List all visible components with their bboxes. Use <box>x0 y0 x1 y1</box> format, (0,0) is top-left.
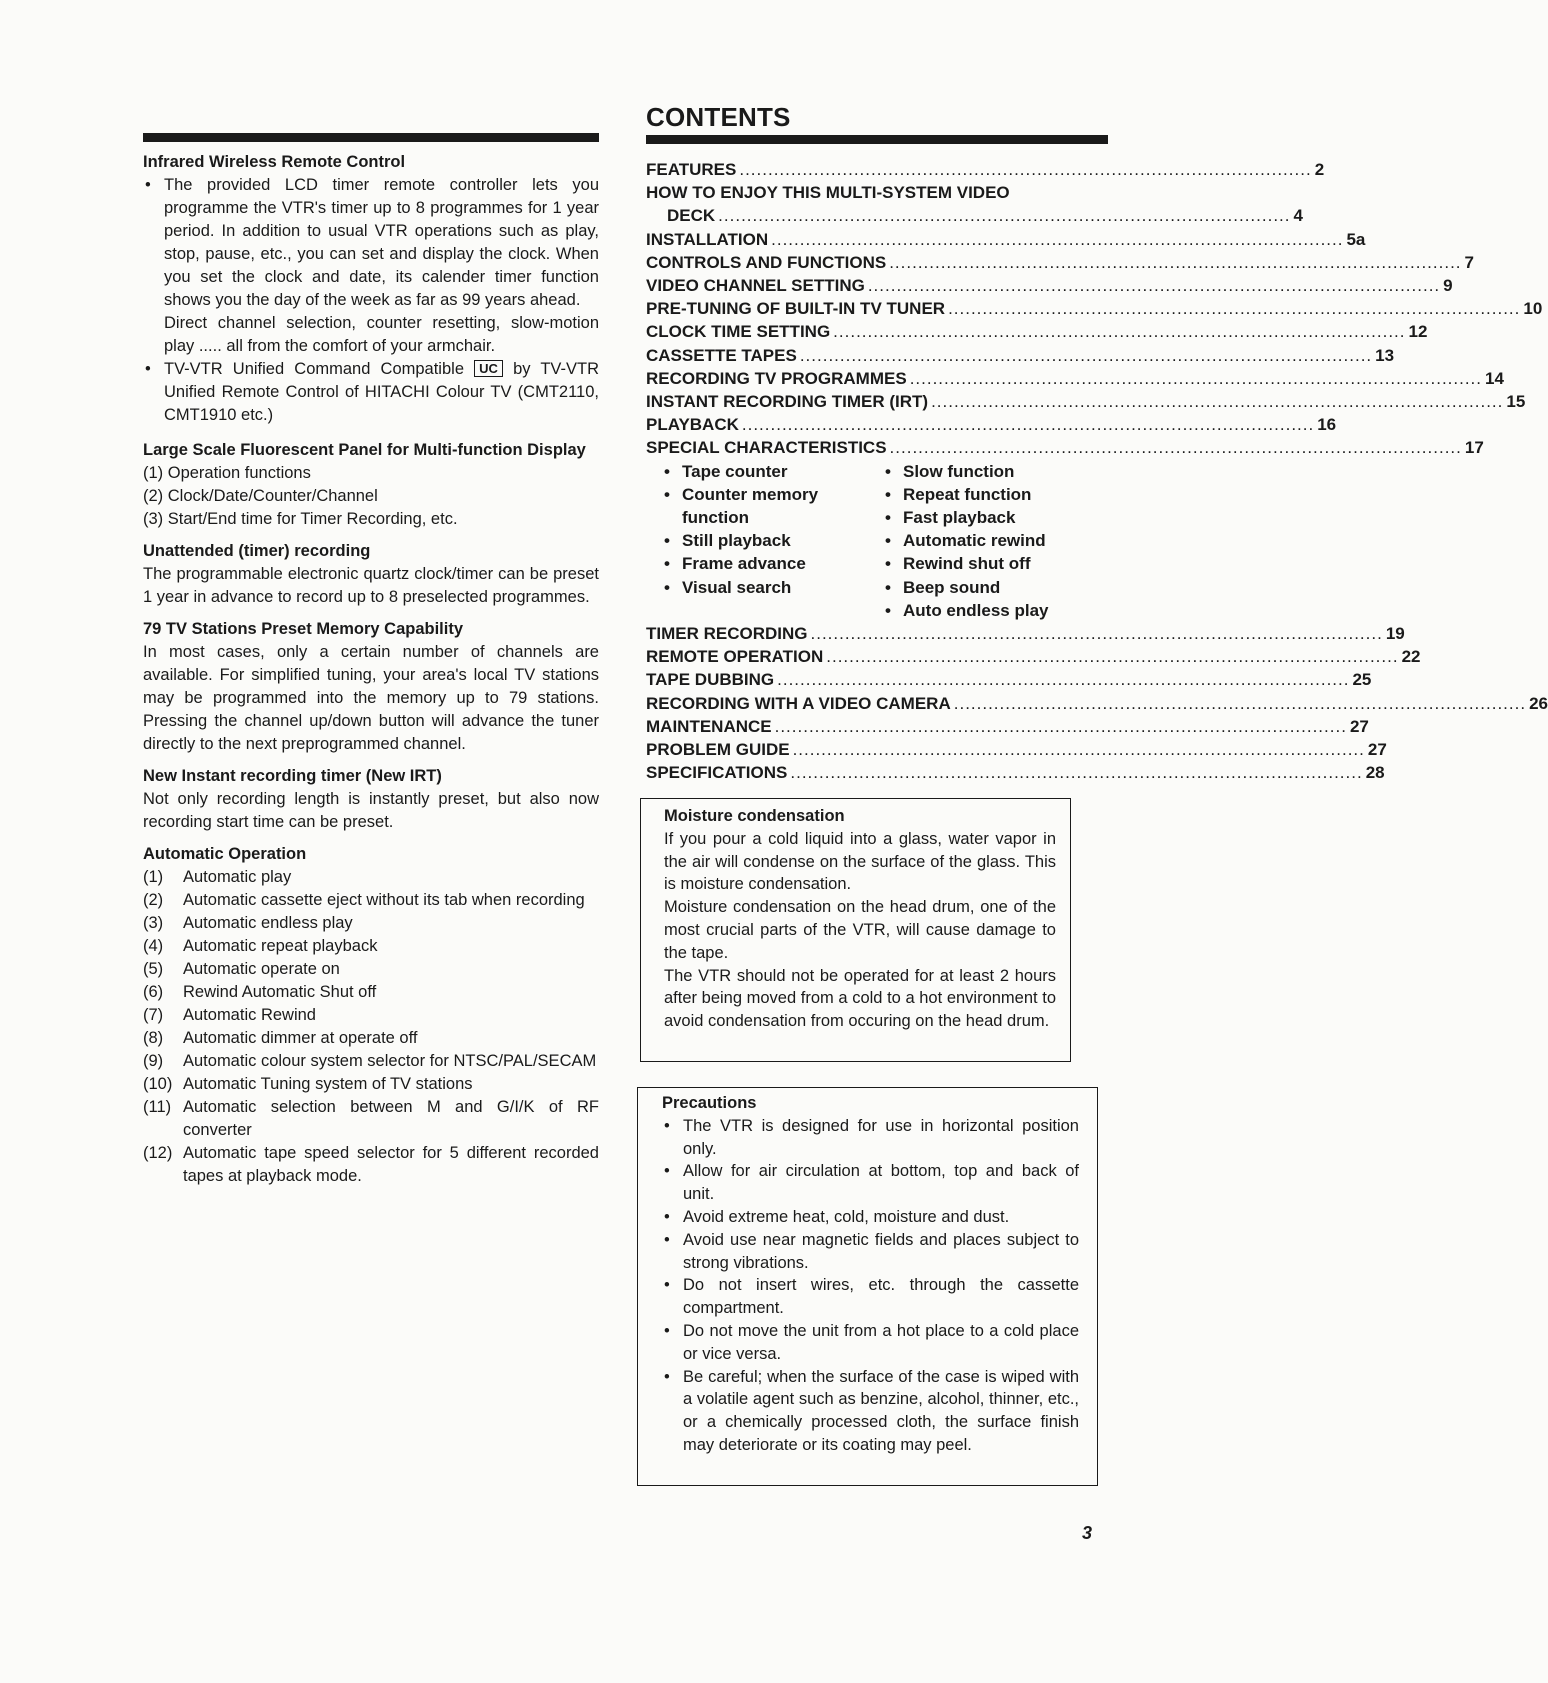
toc-entry-page: 17 <box>1464 438 1484 458</box>
toc-entry[interactable] <box>646 158 1325 181</box>
toc-entry[interactable] <box>646 738 1387 761</box>
contents-rule <box>646 135 1108 144</box>
toc-entry-page: 4 <box>1293 206 1303 226</box>
toc-leader-dots: .................................................................................................... <box>718 206 1291 226</box>
auto-item-number: (9) <box>143 1052 164 1070</box>
toc-leader-dots: .................................................................................................... <box>826 647 1399 667</box>
toc-entry-title: PROBLEM GUIDE <box>646 740 790 760</box>
auto-item-number: (12) <box>143 1144 173 1162</box>
remote-bullet-lcd-text-2: Direct channel selection, counter resetting, slow-motion play ..... all from the comfort of your armchair. <box>164 314 599 355</box>
auto-item-text: Automatic Tuning system of TV stations <box>183 1075 473 1093</box>
auto-item <box>143 981 599 1004</box>
toc-entry[interactable] <box>646 344 1395 367</box>
auto-heading: Automatic Operation <box>143 845 307 863</box>
fluorescent-heading: Large Scale Fluorescent Panel for Multi-function Display <box>143 441 586 459</box>
toc-entry[interactable] <box>646 390 1526 413</box>
toc-entry-page: 14 <box>1485 368 1504 388</box>
toc-entry[interactable] <box>646 761 1385 784</box>
toc-entry-title: CASSETTE TAPES <box>646 345 797 365</box>
stations-text: In most cases, only a certain number of channels are available. For simplified tuning, your area's local TV stations may be programmed into the memory up to 79 stations. Pressing the channel up/down button will advance the tuner directly to the next preprogrammed channel. <box>143 643 599 753</box>
uc-text-post: by TV-VTR Unified Remote Control of HITACHI Colour TV (CMT2110, CMT1910 etc.) <box>164 360 599 424</box>
toc-leader-dots: .................................................................................................... <box>771 229 1344 249</box>
toc-entry[interactable] <box>646 320 1428 343</box>
auto-list <box>143 866 599 1188</box>
special-empty-cell <box>664 599 885 622</box>
special-item-continued: function <box>682 508 750 528</box>
fluorescent-item: (1) Operation functions <box>143 464 311 482</box>
toc-entry-title: SPECIAL CHARACTERISTICS <box>646 438 887 458</box>
auto-item <box>143 958 599 981</box>
special-characteristics-list <box>646 460 1108 622</box>
toc-entry-title: TAPE DUBBING <box>646 670 775 690</box>
auto-item <box>143 1027 599 1050</box>
toc-entry-title: MAINTENANCE <box>646 716 772 736</box>
auto-item-text: Automatic endless play <box>183 914 353 932</box>
toc-entry-title: SPECIFICATIONS <box>646 763 788 783</box>
auto-item-number: (5) <box>143 960 164 978</box>
auto-item <box>143 935 599 958</box>
auto-item <box>143 1096 599 1142</box>
precaution-item: • Do not insert wires, etc. through the cassette compartment. <box>662 1274 1079 1320</box>
moisture-paragraph: The VTR should not be operated for at least 2 hours after being moved from a cold to a hot environment to avoid condensation from occuring on the head drum. <box>664 966 1056 1031</box>
special-item: • Auto endless play <box>885 599 1105 622</box>
uc-text-pre: TV-VTR Unified Command Compatible <box>164 360 464 378</box>
auto-item-text: Automatic repeat playback <box>183 937 378 955</box>
auto-item <box>143 1004 599 1027</box>
irt-text: Not only recording length is instantly preset, but also now recording start time can be preset. <box>143 790 599 831</box>
unattended-heading: Unattended (timer) recording <box>143 542 371 560</box>
precautions-heading: Precautions <box>662 1094 757 1112</box>
toc-entry-title: RECORDING TV PROGRAMMES <box>646 368 907 388</box>
auto-item-number: (4) <box>143 937 164 955</box>
fluorescent-item: (3) Start/End time for Timer Recording, etc. <box>143 510 458 528</box>
auto-item-number: (1) <box>143 868 164 886</box>
precaution-item: • Allow for air circulation at bottom, top and back of unit. <box>662 1160 1079 1206</box>
toc-entry-page: 27 <box>1349 716 1369 736</box>
toc-entry[interactable] <box>646 228 1366 251</box>
special-item: • Rewind shut off <box>885 552 1105 575</box>
toc-entry-title: RECORDING WITH A VIDEO CAMERA <box>646 693 951 713</box>
toc-leader-dots: .................................................................................................... <box>833 322 1406 342</box>
precaution-item: • Be careful; when the surface of the case is wiped with a volatile agent such as benzine, alcohol, thinner, etc., or a chemically processed cloth, the surface finish may deteriorate or its coating may peel. <box>662 1366 1079 1457</box>
special-item: • Beep sound <box>885 576 1105 599</box>
toc-entry[interactable] <box>646 715 1369 738</box>
toc-entry-title: INSTALLATION <box>646 229 769 249</box>
toc-entry-title: REMOTE OPERATION <box>646 647 824 667</box>
toc-entry[interactable] <box>646 622 1405 645</box>
auto-item-number: (6) <box>143 983 164 1001</box>
auto-item <box>143 912 599 935</box>
toc-leader-dots: .................................................................................................... <box>739 160 1312 179</box>
toc-leader-dots: .................................................................................................... <box>799 345 1373 365</box>
auto-item-number: (10) <box>143 1075 173 1093</box>
moisture-box <box>640 798 1071 1062</box>
toc-entry[interactable] <box>646 367 1504 390</box>
toc-leader-dots: .................................................................................................... <box>889 252 1462 272</box>
special-item: • Fast playback <box>885 506 1105 529</box>
toc-entry-page: 22 <box>1401 647 1421 667</box>
auto-item-text: Automatic dimmer at operate off <box>183 1029 418 1047</box>
auto-item-text: Automatic tape speed selector for 5 different recorded tapes at playback mode. <box>183 1144 599 1185</box>
toc-entry-title: CONTROLS AND FUNCTIONS <box>646 252 887 272</box>
auto-item-number: (7) <box>143 1006 164 1024</box>
toc-leader-dots: .................................................................................................... <box>889 438 1462 458</box>
irt-heading: New Instant recording timer (New IRT) <box>143 767 442 785</box>
toc-entry[interactable] <box>646 692 1548 715</box>
toc-entry-page: 10 <box>1523 299 1543 319</box>
toc-entry[interactable] <box>646 668 1372 691</box>
remote-bullet-lcd <box>143 174 599 358</box>
auto-item <box>143 889 599 912</box>
left-top-rule <box>143 133 599 142</box>
auto-item-text: Automatic Rewind <box>183 1006 316 1024</box>
special-item: • Counter memory <box>664 483 885 506</box>
precaution-item: • Avoid use near magnetic fields and places subject to strong vibrations. <box>662 1229 1079 1275</box>
toc-leader-dots: .................................................................................................... <box>741 415 1315 435</box>
special-item: • Automatic rewind <box>885 529 1105 552</box>
special-item: • Tape counter <box>664 460 885 483</box>
moisture-heading: Moisture condensation <box>664 807 845 825</box>
toc-list <box>646 158 1548 784</box>
toc-leader-dots: .................................................................................................... <box>909 368 1483 388</box>
toc-entry-how-to[interactable] <box>646 204 1303 227</box>
auto-item <box>143 1142 599 1188</box>
remote-heading: Infrared Wireless Remote Control <box>143 153 406 171</box>
moisture-paragraph: If you pour a cold liquid into a glass, water vapor in the air will condense on the surface of the glass. This is moisture condensation. <box>664 829 1056 894</box>
special-item: • Frame advance <box>664 552 885 575</box>
toc-leader-dots: .................................................................................................... <box>953 693 1527 713</box>
precautions-box <box>637 1087 1098 1486</box>
remote-list <box>143 174 599 427</box>
toc-entry-page: 28 <box>1365 763 1385 783</box>
toc-entry-page: 27 <box>1367 740 1387 760</box>
auto-item <box>143 1073 599 1096</box>
toc-entry-page: 15 <box>1506 392 1526 412</box>
toc-entry-page: 7 <box>1464 252 1474 272</box>
auto-item-number: (11) <box>143 1098 172 1116</box>
precaution-item: • The VTR is designed for use in horizontal position only. <box>662 1115 1079 1161</box>
precaution-item: • Avoid extreme heat, cold, moisture and dust. <box>662 1206 1079 1229</box>
auto-item-number: (8) <box>143 1029 164 1047</box>
toc-entry-page: 13 <box>1375 345 1395 365</box>
auto-item-text: Automatic operate on <box>183 960 340 978</box>
remote-bullet-lcd-text: • The provided LCD timer remote controller lets you programme the VTR's timer up to 8 programmes for 1 year period. In addition to usual VTR operations such as play, stop, pause, etc., you can set and display the clock. When you set the clock and date, its calender timer function shows you the day of the week as far as 99 years ahead. <box>164 176 599 309</box>
auto-item <box>143 866 599 889</box>
toc-entry[interactable] <box>646 274 1453 297</box>
moisture-paragraph: Moisture condensation on the head drum, one of the most crucial parts of the VTR, will cause damage to the tape. <box>664 898 1056 962</box>
toc-leader-dots: .................................................................................................... <box>810 624 1383 644</box>
auto-item-text: Automatic selection between M and G/I/K of RF converter <box>183 1098 599 1139</box>
toc-entry[interactable] <box>646 436 1484 459</box>
fluorescent-item: (2) Clock/Date/Counter/Channel <box>143 487 378 505</box>
toc-entry-page: 19 <box>1385 624 1405 644</box>
features-column <box>143 133 599 1188</box>
toc-entry-title: PRE-TUNING OF BUILT-IN TV TUNER <box>646 299 946 319</box>
toc-entry-how-to-line1[interactable]: HOW TO ENJOY THIS MULTI-SYSTEM VIDEO <box>646 183 1010 203</box>
toc-entry-title: DECK <box>667 206 716 226</box>
auto-item <box>143 1050 599 1073</box>
toc-entry-page: 25 <box>1352 670 1372 690</box>
page-number: 3 <box>1082 1523 1093 1543</box>
toc-entry[interactable] <box>646 413 1337 436</box>
special-item: • Still playback <box>664 529 885 552</box>
toc-entry-page: 16 <box>1317 415 1337 435</box>
auto-item-number: (2) <box>143 891 164 909</box>
toc-leader-dots: .................................................................................................... <box>777 670 1350 690</box>
toc-entry-page: 12 <box>1408 322 1428 342</box>
toc-entry-title: PLAYBACK <box>646 415 739 435</box>
uc-mark-icon: UC <box>474 360 503 377</box>
toc-entry[interactable] <box>646 297 1543 320</box>
toc-leader-dots: .................................................................................................... <box>931 392 1504 412</box>
special-item: • Repeat function <box>885 483 1105 506</box>
toc-entry-page: 9 <box>1443 276 1453 296</box>
auto-item-text: Automatic colour system selector for NTSC/PAL/SECAM <box>183 1052 597 1070</box>
toc-entry-page: 5a <box>1346 229 1366 249</box>
special-item: • Visual search <box>664 576 885 599</box>
remote-bullet-uc <box>143 358 599 427</box>
contents-column <box>646 102 1548 784</box>
toc-leader-dots: .................................................................................................... <box>792 740 1365 760</box>
toc-entry-title: TIMER RECORDING <box>646 624 808 644</box>
auto-item-text: Automatic cassette eject without its tab when recording <box>183 891 585 909</box>
toc-leader-dots: .................................................................................................... <box>867 276 1441 296</box>
unattended-text: The programmable electronic quartz clock/timer can be preset 1 year in advance to record up to 8 preselected programmes. <box>143 565 599 606</box>
toc-entry-title: VIDEO CHANNEL SETTING <box>646 276 865 296</box>
contents-title: CONTENTS <box>646 102 791 132</box>
toc-leader-dots: .................................................................................................... <box>774 716 1347 736</box>
toc-leader-dots: .................................................................................................... <box>790 763 1363 783</box>
stations-heading: 79 TV Stations Preset Memory Capability <box>143 620 464 638</box>
auto-item-text: Rewind Automatic Shut off <box>183 983 377 1001</box>
toc-leader-dots: .................................................................................................... <box>948 299 1521 319</box>
toc-entry-title: CLOCK TIME SETTING <box>646 322 831 342</box>
auto-item-text: Automatic play <box>183 868 292 886</box>
toc-entry[interactable] <box>646 645 1421 668</box>
precaution-item: • Do not move the unit from a hot place to a cold place or vice versa. <box>662 1320 1079 1366</box>
toc-entry[interactable] <box>646 251 1474 274</box>
toc-entry-page: 2 <box>1314 160 1325 179</box>
auto-item-number: (3) <box>143 914 164 932</box>
special-item: • Slow function <box>885 460 1105 483</box>
toc-entry-title: FEATURES <box>646 160 737 179</box>
toc-entry-page: 26 <box>1529 693 1548 713</box>
precautions-list <box>662 1115 1079 1457</box>
toc-entry-title: INSTANT RECORDING TIMER (IRT) <box>646 392 929 412</box>
